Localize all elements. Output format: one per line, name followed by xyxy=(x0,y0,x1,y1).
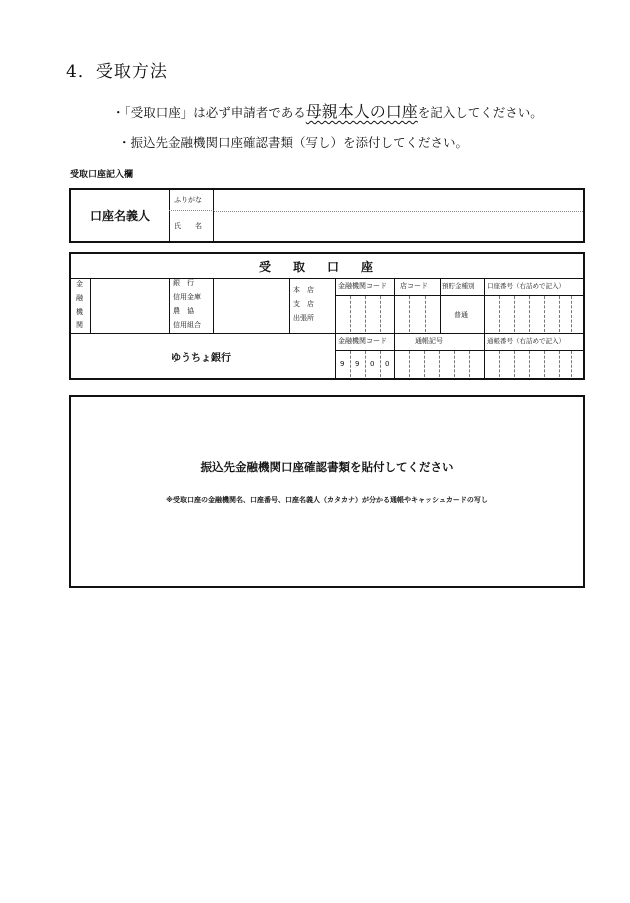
col-header-account-number: 口座番号（右詰めで記入） xyxy=(487,282,565,290)
account-table xyxy=(69,252,585,380)
inst-type-nokyo: 農 協 xyxy=(173,307,194,315)
furigana-label: ふりがな xyxy=(169,190,214,211)
yucho-code-digit: 0 xyxy=(385,360,390,368)
col-header-bank-code: 金融機関コード xyxy=(338,282,387,290)
instruction-1-prefix: ・「受取口座」は必ず申請者である xyxy=(112,105,306,120)
inst-label-char: 融 xyxy=(76,294,83,302)
name-label: 氏 名 xyxy=(169,211,214,241)
instruction-1-emphasis: 母親本人の口座 xyxy=(305,102,418,121)
yucho-bank-name: ゆうちょ銀行 xyxy=(171,353,231,364)
instruction-line-2: ・振込先金融機関口座確認書類（写し）を添付してください。 xyxy=(118,135,469,150)
instruction-1-suffix: を記入してください。 xyxy=(417,105,543,120)
account-table-header: 受取口座 xyxy=(71,254,583,279)
branch-type-main: 本 店 xyxy=(293,286,314,294)
yucho-code-digit: 9 xyxy=(355,360,360,368)
account-holder-label: 口座名義人 xyxy=(71,190,170,241)
inst-label-char: 金 xyxy=(76,280,83,288)
deposit-type-value: 普通 xyxy=(454,311,468,319)
yucho-col-passbook-symbol: 通帳記号 xyxy=(415,337,443,345)
yucho-col-passbook-number: 通帳番号（右詰めで記入） xyxy=(487,337,565,345)
col-header-deposit-type: 預貯金種別 xyxy=(442,282,475,290)
section-title: 4．受取方法 xyxy=(66,62,168,82)
yucho-col-bank-code: 金融機関コード xyxy=(338,337,387,345)
account-box-label: 受取口座記入欄 xyxy=(70,170,134,180)
yucho-code-digit: 0 xyxy=(370,360,375,368)
inst-type-shinkin: 信用金庫 xyxy=(173,293,201,301)
col-header-branch-code: 店コード xyxy=(400,282,428,290)
branch-type-office: 出張所 xyxy=(293,314,314,322)
instruction-line-1 xyxy=(112,99,543,122)
branch-type-branch: 支 店 xyxy=(293,300,314,308)
yucho-code-digit: 9 xyxy=(340,360,345,368)
attach-instruction: 振込先金融機関口座確認書類を貼付してください xyxy=(200,460,454,474)
branch-name-field[interactable] xyxy=(214,279,289,332)
attach-document-box xyxy=(69,395,585,588)
inst-label-char: 関 xyxy=(76,321,83,329)
inst-label-char: 機 xyxy=(76,308,83,316)
institution-name-field[interactable] xyxy=(91,279,169,332)
attach-note: ※受取口座の金融機関名、口座番号、口座名義人（カタカナ）が分かる通帳やキャッシュカードの写し xyxy=(166,496,488,504)
inst-type-bank: 銀 行 xyxy=(173,279,194,287)
name-field[interactable] xyxy=(215,212,583,241)
furigana-field[interactable] xyxy=(215,190,583,210)
inst-type-shinkumi: 信用組合 xyxy=(173,321,201,329)
account-holder-box xyxy=(69,188,585,243)
